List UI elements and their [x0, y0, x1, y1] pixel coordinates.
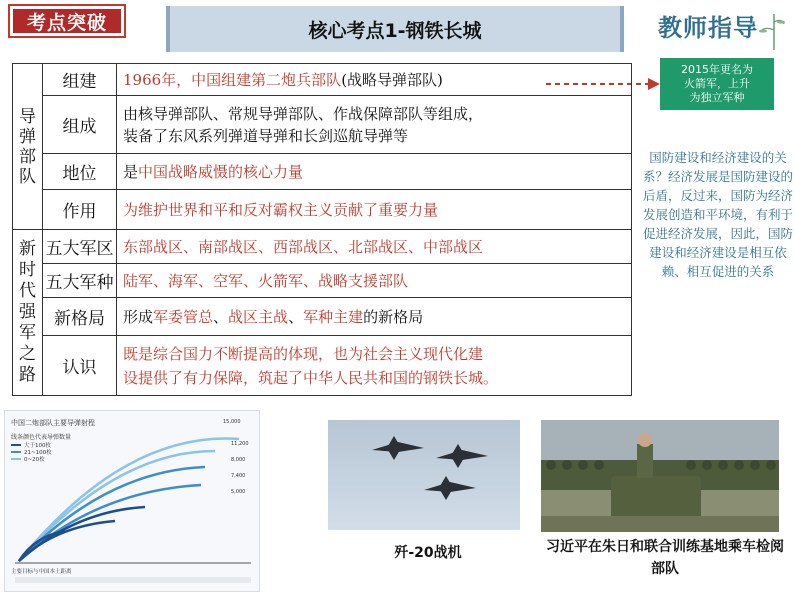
row-label-new-pattern: 新格局 [43, 298, 117, 336]
row-content-composition [117, 96, 632, 154]
row-content-status [117, 154, 632, 190]
understanding-line-1: 既是综合国力不断提高的体现，也为社会主义现代化建 [123, 344, 484, 363]
j20-jets-photo [328, 420, 520, 530]
pattern-red-3: 军种主建 [303, 308, 364, 326]
legend-item-3: 0~20枚 [24, 457, 45, 463]
row-content-formation [117, 64, 632, 96]
parade-scene-icon [541, 420, 779, 532]
range-label-3: 8,000 [231, 457, 246, 463]
formation-red-text: 1966年，中国组建第二炮兵部队 [123, 71, 342, 89]
row-content-new-pattern [117, 298, 632, 336]
status-red-text: 中国战略威慑的核心力量 [138, 163, 304, 181]
theaters-red-text: 东部战区、南部战区、西部战区、北部战区、中部战区 [123, 238, 484, 256]
row-label-status: 地位 [43, 154, 117, 190]
row-content-theaters [117, 230, 632, 264]
formation-black-text: (战略导弹部队) [341, 71, 443, 89]
title-banner [166, 6, 624, 52]
range-label-2: 11,200 [231, 441, 249, 447]
status-black-text: 是 [123, 163, 139, 181]
group-missile-force [13, 64, 43, 230]
pattern-text-2: 、 [213, 308, 229, 326]
composition-line-1: 由核导弹部队、常规导弹部队、作战保障部队等组成， [123, 104, 484, 123]
row-label-formation: 组建 [43, 64, 117, 96]
pattern-red-2: 战区主战 [228, 308, 289, 326]
page-title: 核心考点1-钢铁长城 [308, 19, 482, 42]
knowledge-table [12, 63, 632, 396]
chart-legend-title: 线条颜色代表导弹数量 [11, 434, 72, 441]
parade-review-photo [541, 420, 779, 532]
row-content-understanding [117, 336, 632, 396]
guide-title: 教师指导 [658, 13, 758, 42]
composition-line-2: 装备了东风系列弹道导弹和长剑巡航导弹等 [123, 126, 409, 145]
chart-xlabel: 主要目标与中国本土距离 [11, 569, 72, 575]
range-label-4: 7,400 [231, 473, 246, 479]
missile-range-chart-image [4, 410, 260, 592]
note-line-2: 火箭军，上升 [684, 77, 750, 90]
row-label-understanding: 认识 [43, 336, 117, 396]
rocket-force-note [660, 58, 774, 110]
pattern-text-4: 的新格局 [363, 308, 424, 326]
row-label-composition: 组成 [43, 96, 117, 154]
jet-caption: 歼-20战机 [394, 545, 462, 561]
row-content-services [117, 264, 632, 298]
group-new-era-label: 新时代强军之路 [19, 239, 36, 385]
row-label-services: 五大军种 [43, 264, 117, 298]
understanding-line-2: 设提供了有力保障，筑起了中华人民共和国的钢铁长城。 [123, 368, 499, 387]
legend-item-1: 大于100枚 [24, 443, 51, 449]
chart-title: 中国二炮部队主要导弹射程 [11, 419, 95, 427]
pattern-red-1: 军委管总 [153, 308, 214, 326]
legend-item-2: 21~100枚 [24, 450, 52, 456]
range-label-5: 5,000 [231, 489, 246, 495]
note-line-3: 为独立军种 [689, 91, 745, 104]
row-label-role: 作用 [43, 190, 117, 230]
pattern-text-3: 、 [288, 308, 304, 326]
row-content-role [117, 190, 632, 230]
side-paragraph: 国防建设和经济建设的关系？经济发展是国防建设的后盾，反过来，国防为经济发展创造和平环境，有利于促进经济发展，因此，国防建设和经济建设是相互依赖、相互促进的关系 [643, 150, 794, 279]
section-tag-label: 考点突破 [13, 9, 121, 33]
range-label-1: 15,000 [223, 419, 241, 425]
group-new-era [13, 230, 43, 396]
bamboo-decoration-icon [736, 12, 786, 52]
section-tag [8, 4, 126, 38]
jet-silhouettes-icon [328, 420, 520, 530]
missile-range-chart-svg [5, 411, 259, 591]
group-missile-force-label: 导弹部队 [19, 106, 36, 187]
parade-caption: 习近平在朱日和联合训练基地乘车检阅部队 [546, 539, 784, 577]
note-line-1: 2015年更名为 [681, 63, 753, 76]
pattern-text-1: 形成 [123, 308, 154, 326]
row-label-theaters: 五大军区 [43, 230, 117, 264]
services-red-text: 陆军、海军、空军、火箭军、战略支援部队 [123, 272, 409, 290]
role-red-text: 为维护世界和平和反对霸权主义贡献了重要力量 [123, 201, 439, 219]
